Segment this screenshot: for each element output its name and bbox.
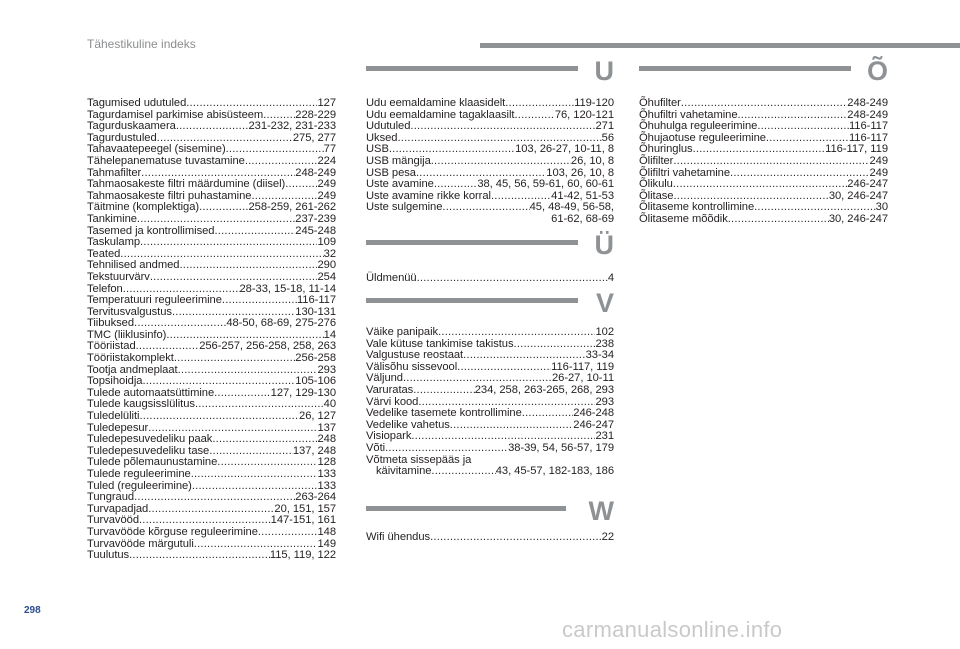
- page-number: 298: [24, 605, 41, 616]
- page-refs: 103, 26-27, 10-11, 8: [515, 143, 614, 156]
- index-term: Uste avamine: [366, 178, 434, 191]
- page-refs: 254: [317, 270, 336, 283]
- dot-leader: [140, 237, 317, 249]
- dot-leader: [214, 388, 271, 400]
- index-term: Turvavööde märgutuli: [87, 537, 194, 550]
- index-term: Visiopark: [366, 430, 412, 443]
- page-refs: 116-117, 119: [551, 360, 614, 373]
- index-term: Tungraud: [87, 491, 135, 504]
- dot-leader: [673, 179, 847, 191]
- index-term: Tähelepanematuse tuvastamine: [87, 154, 245, 167]
- index-term: Tekstuurvärv: [87, 270, 150, 283]
- index-term: Õlitaseme kontrollimine: [639, 201, 755, 214]
- index-term: Tehnilised andmed: [87, 259, 180, 272]
- page-refs: 103, 26, 10, 8: [546, 166, 614, 179]
- dot-leader: [522, 408, 574, 420]
- index-entry: [366, 385, 614, 397]
- page-refs: 228-229: [295, 108, 336, 121]
- page-refs: 137: [317, 421, 336, 434]
- dot-leader: [245, 156, 318, 168]
- index-term: Õhufiltri vahetamine: [639, 108, 738, 121]
- section-rule: [366, 66, 578, 71]
- dot-leader: [431, 466, 495, 478]
- page-refs: 231: [595, 430, 614, 443]
- index-entry: [87, 272, 336, 284]
- index-term: TMC (liiklusinfo): [87, 328, 167, 341]
- page-refs: 248: [317, 433, 336, 446]
- page-refs: 38-39, 54, 56-57, 179: [508, 441, 614, 454]
- index-term: Tulede reguleerimine: [87, 468, 191, 480]
- dot-leader: [514, 339, 596, 351]
- dot-leader: [176, 121, 249, 133]
- page-refs: 271: [595, 120, 614, 133]
- index-term: Õhujaotuse reguleerimine: [639, 131, 766, 144]
- page-refs: 133: [317, 468, 336, 480]
- page-refs: 248-249: [847, 97, 888, 109]
- page-refs: 147-151, 161: [270, 514, 336, 527]
- index-entry: [366, 121, 614, 133]
- page-refs: 26-27, 10-11: [551, 372, 614, 385]
- index-term: Värvi kood: [366, 395, 419, 408]
- index-section-u: [366, 98, 614, 226]
- index-section-u-umlaut: [366, 273, 614, 285]
- dot-leader: [199, 202, 248, 214]
- dot-leader: [417, 273, 608, 285]
- page-refs: 127: [317, 97, 336, 109]
- page-refs: 26, 10, 8: [570, 154, 614, 167]
- dot-leader: [191, 469, 318, 481]
- index-term: Õlifiltri vahetamine: [639, 166, 731, 179]
- index-term: Õhuhulga reguleerimine: [639, 120, 758, 133]
- dot-leader: [217, 457, 317, 469]
- index-term: Tahmafilter: [87, 166, 142, 179]
- index-entry: [87, 98, 336, 110]
- index-term: Turvapadjad: [87, 502, 149, 515]
- section-rule: [366, 240, 578, 245]
- index-entry: [87, 295, 336, 307]
- index-column-t: [87, 98, 336, 562]
- index-term: Uste avamine rikke korral: [366, 189, 491, 202]
- dot-leader: [757, 121, 849, 133]
- dot-leader: [148, 504, 274, 516]
- index-entry: [87, 237, 336, 249]
- page-refs: 149: [317, 537, 336, 550]
- index-entry: [639, 179, 888, 191]
- index-term: Võtmeta sissepääs ja: [366, 453, 472, 466]
- index-entry: [639, 156, 888, 168]
- dot-leader: [222, 295, 297, 307]
- page-refs: 33-34: [585, 349, 614, 362]
- page-refs: 237-239: [295, 212, 336, 225]
- page-refs: 116-117: [848, 131, 888, 144]
- section-letter: Õ: [866, 56, 888, 86]
- index-entry: [639, 144, 888, 156]
- index-term: Udutuled: [366, 120, 411, 133]
- index-term: Täitmine (komplektiga): [87, 201, 200, 214]
- page-refs: 20, 151, 157: [274, 502, 336, 515]
- index-term: Valgustuse reostaat: [366, 349, 464, 362]
- index-entry: [87, 550, 336, 562]
- index-term: Välisõhu sissevool: [366, 360, 458, 373]
- page-refs: 32: [323, 247, 336, 260]
- page-refs: 231-232, 231-233: [248, 120, 336, 133]
- index-entry: [639, 98, 888, 110]
- index-term: Üldmenüü: [366, 272, 417, 284]
- section-rule: [366, 298, 578, 303]
- index-term: Tulede automaatsüttimine: [87, 386, 215, 399]
- page-refs: 148: [317, 525, 336, 538]
- page-refs: 128: [317, 456, 336, 469]
- page-refs: 30, 246-247: [828, 189, 888, 202]
- page-refs: 116-117: [296, 294, 336, 307]
- dot-leader: [450, 420, 573, 432]
- dot-leader: [728, 214, 829, 226]
- page-refs: 249: [869, 154, 888, 167]
- page-refs: 43, 45-57, 182-183, 186: [495, 465, 614, 478]
- dot-leader: [693, 144, 826, 156]
- page-refs-continued: 61-62, 68-69: [551, 212, 614, 225]
- index-term: Tootja andmeplaat: [87, 363, 178, 376]
- index-term: Tuledepesur: [87, 421, 149, 434]
- index-entry: [87, 214, 336, 226]
- dot-leader: [139, 411, 299, 423]
- index-term: Tahavaatepeegel (sisemine): [87, 143, 226, 156]
- index-entry: [87, 469, 336, 481]
- page-refs: 256-258: [295, 352, 336, 365]
- page-refs: 224: [317, 154, 336, 167]
- page-refs: 245-248: [295, 224, 336, 237]
- page-refs: 22: [601, 531, 614, 543]
- index-term: Tiibuksed: [87, 317, 135, 330]
- dot-leader: [431, 156, 571, 168]
- page-refs: 290: [317, 259, 336, 272]
- index-term: Taskulamp: [87, 236, 141, 249]
- page-refs: 238: [595, 337, 614, 350]
- dot-leader: [179, 260, 317, 272]
- index-entry: [87, 156, 336, 168]
- dot-leader: [505, 98, 574, 110]
- index-term: Tulede põlemaunustamine: [87, 456, 218, 469]
- page-refs: 30, 246-247: [828, 212, 888, 225]
- dot-leader: [681, 98, 847, 110]
- index-entry: [639, 214, 888, 226]
- page-refs: 119-120: [574, 97, 614, 109]
- index-term: Telefon: [87, 282, 123, 295]
- dot-leader: [285, 179, 317, 191]
- page-refs: 40: [323, 398, 336, 411]
- index-entry: [366, 532, 614, 544]
- page-refs: 41-42, 51-53: [551, 189, 614, 202]
- dot-leader: [209, 446, 293, 458]
- page-refs: 137, 248: [292, 444, 336, 457]
- page-refs: 102: [595, 326, 614, 338]
- index-term: Uste sulgemine: [366, 201, 443, 214]
- index-term: Tulede kaugsisslülitus: [87, 398, 195, 411]
- index-entry: [366, 327, 614, 339]
- dot-leader: [258, 527, 318, 539]
- page-refs: 258-259, 261-262: [248, 201, 336, 214]
- dot-leader: [457, 362, 551, 374]
- page-refs: 248-249: [295, 166, 336, 179]
- page-refs: 48-50, 68-69, 275-276: [226, 317, 336, 330]
- index-term: Vale kütuse tankimise takistus: [366, 337, 514, 350]
- index-term: USB mängija: [366, 154, 431, 167]
- index-term: Õlitaseme mõõdik: [639, 212, 728, 225]
- page-refs: 30: [875, 201, 888, 214]
- index-term: Tervitusvalgustus: [87, 305, 172, 318]
- index-term: Varuratas: [366, 383, 414, 396]
- page-refs: 116-117, 119: [825, 143, 888, 156]
- dot-leader: [434, 179, 478, 191]
- index-term: Teated: [87, 247, 121, 260]
- section-letter: U: [594, 56, 614, 86]
- section-letter: V: [595, 288, 614, 318]
- page-refs: 105-106: [295, 375, 336, 388]
- page-refs: 56: [601, 131, 614, 144]
- index-section-v: [366, 327, 614, 478]
- dot-leader: [430, 532, 602, 544]
- index-term: käivitamine: [376, 465, 432, 478]
- header-rule: [480, 43, 960, 48]
- page-refs: 256-257, 256-258, 258, 263: [199, 340, 336, 353]
- index-entry: [366, 273, 614, 285]
- dot-leader: [410, 121, 595, 133]
- index-term: Väljund: [366, 372, 403, 385]
- page-refs: 14: [323, 328, 336, 341]
- index-section-w: [366, 532, 614, 544]
- index-term: Õlifilter: [639, 154, 674, 167]
- page-refs: 28-33, 15-18, 11-14: [239, 282, 336, 295]
- section-rule: [366, 506, 566, 511]
- index-term: Tagurdamisel parkimise abisüsteem: [87, 108, 264, 121]
- index-term: Udu eemaldamine klaasidelt: [366, 97, 506, 109]
- index-term: Tuledelüliti: [87, 410, 140, 423]
- index-term: Turvavööd: [87, 514, 139, 527]
- index-term: Tuledepesuvedeliku tase: [87, 444, 210, 457]
- index-term: Temperatuuri reguleerimine: [87, 294, 222, 307]
- page-refs: 115, 119, 122: [269, 549, 336, 562]
- page-refs: 45, 48-49, 56-58,: [529, 201, 614, 214]
- dot-leader: [514, 110, 554, 122]
- index-term: Õhufilter: [639, 97, 681, 109]
- index-term: Tööriistad: [87, 340, 136, 353]
- index-term: Tuled (reguleerimine): [87, 479, 192, 492]
- section-rule: [639, 66, 851, 71]
- index-term: Udu eemaldamine tagaklaasilt: [366, 108, 515, 121]
- index-term: Vedelike tasemete kontrollimine: [366, 407, 522, 420]
- index-term: Õlikulu: [639, 178, 673, 191]
- section-letter: W: [588, 496, 614, 526]
- page-refs: 249: [869, 166, 888, 179]
- index-entry: [366, 98, 614, 110]
- index-entry: [87, 527, 336, 539]
- index-term: Tagumised udutuled: [87, 97, 187, 109]
- index-term: Tankimine: [87, 212, 137, 225]
- index-term: Turvavööde kõrguse reguleerimine: [87, 525, 258, 538]
- index-term: Tagurduskaamera: [87, 120, 176, 133]
- index-term: Wifi ühendus: [366, 531, 431, 543]
- page-refs: 275, 277: [292, 131, 336, 144]
- index-term: Tasemed ja kontrollimised: [87, 224, 215, 237]
- dot-leader: [673, 156, 869, 168]
- index-term: USB: [366, 143, 389, 156]
- dot-leader: [214, 226, 295, 238]
- index-term: Tuledepesuvedeliku paak: [87, 433, 213, 446]
- page-refs: 246-247: [847, 178, 888, 191]
- dot-leader: [438, 327, 595, 339]
- page-refs: 130-131: [295, 305, 336, 318]
- page-refs: 293: [595, 395, 614, 408]
- page-refs: 4: [607, 272, 614, 284]
- watermark: carmanualsonline.info: [562, 617, 783, 642]
- page-refs: 109: [317, 236, 336, 249]
- page-refs: 246-248: [573, 407, 614, 420]
- index-entry: [366, 408, 614, 420]
- dot-leader: [385, 443, 508, 455]
- index-entry: [366, 466, 614, 478]
- index-term: Väike panipaik: [366, 326, 439, 338]
- dot-leader: [442, 202, 529, 214]
- index-entry: [366, 156, 614, 168]
- index-term: Õlitase: [639, 189, 674, 202]
- page-refs: 76, 120-121: [554, 108, 614, 121]
- index-term: Õhuringlus: [639, 143, 693, 156]
- index-term: Tagurdustuled: [87, 131, 157, 144]
- page-refs: 249: [317, 178, 336, 191]
- index-term: Vedelike vahetus: [366, 418, 450, 431]
- index-term: Tahmaosakeste filtri puhastamine: [87, 189, 252, 202]
- page-refs: 116-117: [848, 120, 888, 133]
- index-term: Võti: [366, 441, 386, 454]
- dot-leader: [150, 272, 318, 284]
- index-entry: [366, 179, 614, 191]
- index-entry: [87, 179, 336, 191]
- page-refs: 248-249: [847, 108, 888, 121]
- page-refs: 249: [317, 189, 336, 202]
- page-refs: 38, 45, 56, 59-61, 60, 60-61: [477, 178, 614, 191]
- section-letter: Ü: [594, 230, 614, 260]
- dot-leader: [134, 492, 295, 504]
- dot-leader: [174, 353, 295, 365]
- index-term: Tööriistakomplekt: [87, 352, 174, 365]
- page-refs: 263-264: [295, 491, 336, 504]
- page-refs: 133: [317, 479, 336, 492]
- page-refs: 26, 127: [299, 410, 336, 423]
- index-term: Topsihoidja: [87, 375, 143, 388]
- page-refs: 293: [317, 363, 336, 376]
- index-term: Tahmaosakeste filtri määrdumine (diisel): [87, 178, 286, 191]
- index-entry: [87, 411, 336, 423]
- dot-leader: [137, 214, 295, 226]
- index-entry: [366, 443, 614, 455]
- index-term: Tuulutus: [87, 549, 130, 562]
- index-section-o-tilde: [639, 98, 888, 226]
- index-term: Uksed: [366, 131, 398, 144]
- page-refs: 234, 258, 263-265, 268, 293: [474, 383, 614, 396]
- dot-leader: [413, 385, 475, 397]
- index-entry: [87, 353, 336, 365]
- index-header-title: Tähestikuline indeks: [87, 37, 196, 51]
- dot-leader: [129, 550, 270, 562]
- dot-leader: [186, 98, 317, 110]
- page-refs: 127, 129-130: [270, 386, 336, 399]
- index-term: USB pesa: [366, 166, 416, 179]
- page-refs: 77: [323, 143, 336, 156]
- page-refs: 246-247: [573, 418, 614, 431]
